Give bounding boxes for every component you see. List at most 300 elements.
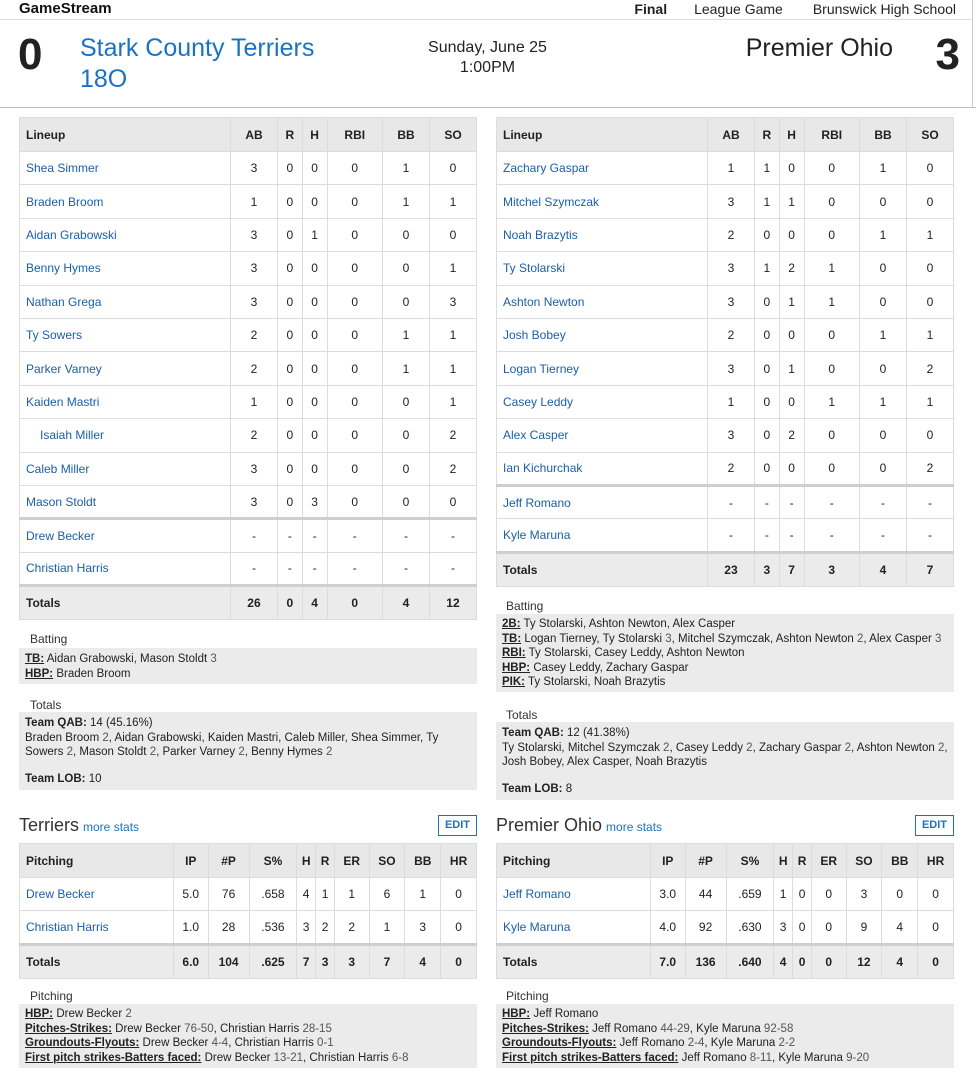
stat-cell: 3 [708,185,755,218]
stat-cell: 0 [441,878,477,911]
stat-cell: - [302,552,327,585]
column-header: H [779,118,804,152]
player-name-link[interactable]: Ty Stolarski [497,252,708,285]
stat-cell: - [277,552,302,585]
stat-cell: 3 [708,352,755,385]
total-cell: 4 [774,944,793,978]
stat-cell: 1 [860,318,907,351]
total-cell: 104 [208,944,249,978]
stat-cell: 0 [811,878,846,911]
stat-cell: 0 [277,218,302,251]
stat-cell: 1 [860,218,907,251]
stat-cell: 0 [429,152,476,185]
game-date: Sunday, June 25 [428,39,547,56]
stat-cell: - [708,485,755,518]
column-header: BB [383,118,430,152]
note-line-pik: PIK: Ty Stolarski, Noah Brazytis [502,676,666,688]
stat-cell: 0 [882,878,918,911]
stat-cell: 1 [708,152,755,185]
player-name-link[interactable]: Casey Leddy [497,385,708,418]
table-row [20,185,477,218]
stat-cell: 1 [804,252,860,285]
home-pitching-notes [496,1004,954,1068]
stat-cell: 0 [302,452,327,485]
column-header: IP [174,844,209,878]
top-bar [0,0,972,20]
stat-cell: 1 [754,185,779,218]
stat-cell: 0 [441,911,477,944]
stat-cell: 1 [779,185,804,218]
stat-cell: 0 [906,419,953,452]
totals-row [497,944,954,978]
stat-cell: .630 [726,911,774,944]
table-row [497,252,954,285]
away-score: 0 [18,30,43,79]
stat-cell: 1 [334,878,369,911]
stat-cell: 1 [860,152,907,185]
table-row [497,385,954,418]
stat-cell: 0 [302,185,327,218]
stat-cell: 0 [383,285,430,318]
note-line-rbi: RBI: Ty Stolarski, Casey Leddy, Ashton Newton [502,647,745,659]
table-row [20,485,477,518]
stat-cell: 0 [860,285,907,318]
stat-cell: 2 [906,352,953,385]
column-header: #P [685,844,726,878]
away-pitching-header [19,815,139,836]
note-line-qab-players-1: Braden Broom 2, Aidan Grabowski, Kaiden Mastri, Caleb Miller, Shea Simmer, Ty [25,731,439,744]
away-pitching-notes-title: Pitching [30,989,73,1003]
total-cell: 7.0 [651,944,686,978]
stat-cell: - [754,485,779,518]
stat-cell: 1 [231,185,278,218]
table-row [20,911,477,944]
stat-cell: 3 [231,152,278,185]
total-cell: 4 [383,586,430,620]
stat-cell: 3 [231,285,278,318]
player-name-link[interactable]: Jeff Romano [497,485,708,518]
stat-cell: 0 [804,452,860,485]
player-name-link[interactable]: Drew Becker [20,519,231,552]
column-header: IP [651,844,686,878]
game-time: 1:00PM [459,59,516,76]
note-line-groundouts-flyouts: Groundouts-Flyouts: Jeff Romano 2-4, Kyle Maruna 2-2 [502,1037,796,1049]
stat-cell: 1 [906,318,953,351]
column-header: RBI [804,118,860,152]
stat-cell: 0 [779,152,804,185]
home-pitching-header [496,815,662,836]
note-line-pitches-strikes: Pitches-Strikes: Drew Becker 76-50, Christian Harris 28-15 [25,1022,332,1035]
stat-cell: 3 [708,285,755,318]
away-totals-notes-title: Totals [30,698,62,712]
table-row [497,285,954,318]
away-pitching-table [19,843,477,979]
stat-cell: 0 [277,318,302,351]
stat-cell: 0 [754,385,779,418]
stat-cell: 0 [804,185,860,218]
stat-cell: 3 [297,911,316,944]
player-name-link[interactable]: Ty Sowers [20,318,231,351]
note-line-hbp: HBP: Jeff Romano [502,1008,599,1020]
player-name-link[interactable]: Caleb Miller [20,452,231,485]
column-header: Lineup [20,118,231,152]
away-more-stats-link[interactable]: more stats [83,820,140,834]
player-name-link[interactable]: Zachary Gaspar [497,152,708,185]
stat-cell: 0 [302,252,327,285]
table-row [20,218,477,251]
totals-row [20,586,477,620]
stat-cell: 6 [369,878,405,911]
note-line-first-pitch-strikes: First pitch strikes-Batters faced: Jeff Romano 8-11, Kyle Maruna 9-20 [502,1051,870,1064]
stat-cell: - [906,519,953,552]
note-line-qab-players-1: Ty Stolarski, Mitchel Szymczak 2, Casey Leddy 2, Zachary Gaspar 2, Ashton Newton 2, [502,741,948,754]
note-line-qab-players-2: Josh Bobey, Alex Casper, Noah Brazytis [502,756,707,768]
player-name-link[interactable]: Benny Hymes [20,252,231,285]
stat-cell: 4 [882,911,918,944]
total-cell: 0 [793,944,812,978]
player-name-link[interactable]: Jeff Romano [497,878,651,911]
stat-cell: - [327,552,383,585]
away-batting-notes-title: Batting [30,632,68,646]
column-header: S% [249,844,297,878]
away-batting-table [19,117,477,620]
note-line-hbp: HBP: Braden Broom [25,667,131,680]
column-header: #P [208,844,249,878]
stat-cell: 0 [302,385,327,418]
away-edit-button[interactable]: EDIT [438,815,477,836]
column-header: BB [405,844,441,878]
stat-cell: 1 [429,318,476,351]
table-row [20,152,477,185]
away-batting-notes [19,648,477,684]
column-header: Lineup [497,118,708,152]
player-name-link[interactable]: Alex Casper [497,419,708,452]
batting-header-row [497,118,954,152]
stat-cell: 1 [231,385,278,418]
note-line-qab-players-2: Sowers 2, Mason Stoldt 2, Parker Varney 2, Benny Hymes 2 [25,746,333,758]
stat-cell: 0 [860,419,907,452]
stat-cell: 0 [906,152,953,185]
stat-cell: 1 [429,385,476,418]
stat-cell: 0 [779,218,804,251]
column-header: H [302,118,327,152]
totals-label: Totals [20,944,174,978]
game-status: Final [634,1,668,17]
note-line-lob: Team LOB: 10 [25,772,102,785]
table-row [20,519,477,552]
stat-cell: 0 [302,152,327,185]
game-location: Brunswick High School [812,1,956,17]
stat-cell: 1 [383,152,430,185]
total-cell: 3 [316,944,335,978]
total-cell: 3 [754,552,779,586]
stat-cell: 2 [708,452,755,485]
stat-cell: 0 [906,185,953,218]
stat-cell: 0 [779,452,804,485]
total-cell: 7 [369,944,405,978]
stat-cell: 0 [793,911,812,944]
table-row [497,911,954,944]
table-row [497,352,954,385]
stat-cell: 1 [774,878,793,911]
stat-cell: 1 [804,385,860,418]
total-cell: 4 [405,944,441,978]
table-row [20,878,477,911]
stat-cell: - [906,485,953,518]
stat-cell: 0 [383,419,430,452]
away-team-link[interactable]: Stark County Terriers 18O [80,34,315,93]
table-row [497,152,954,185]
stat-cell: 1 [383,352,430,385]
total-cell: 0 [918,944,954,978]
stat-cell: .659 [726,878,774,911]
table-row [20,419,477,452]
column-header: S% [726,844,774,878]
total-cell: 4 [860,552,907,586]
stat-cell: 0 [429,485,476,518]
stat-cell: 1 [804,285,860,318]
stat-cell: 1 [779,352,804,385]
table-row [497,878,954,911]
stat-cell: 3.0 [651,878,686,911]
totals-label: Totals [20,586,231,620]
stat-cell: - [804,519,860,552]
table-row [20,552,477,585]
home-pitching-team: Premier Ohio [496,815,603,835]
stat-cell: 0 [383,452,430,485]
stat-cell: 3 [231,218,278,251]
stat-cell: 0 [804,419,860,452]
stat-cell: 28 [208,911,249,944]
column-header: Pitching [20,844,174,878]
game-datetime [390,38,585,78]
total-cell: 26 [231,586,278,620]
total-cell: 6.0 [174,944,209,978]
stat-cell: 0 [860,352,907,385]
stat-cell: 0 [860,452,907,485]
stat-cell: 0 [277,452,302,485]
column-header: SO [906,118,953,152]
player-name-link[interactable]: Logan Tierney [497,352,708,385]
table-row [20,385,477,418]
total-cell: 136 [685,944,726,978]
column-header: AB [231,118,278,152]
player-name-link[interactable]: Parker Varney [20,352,231,385]
stat-cell: - [779,519,804,552]
table-row [497,419,954,452]
stat-cell: 2 [334,911,369,944]
table-row [20,318,477,351]
player-name-link[interactable]: Braden Broom [20,185,231,218]
stat-cell: 0 [277,285,302,318]
table-row [497,485,954,518]
totals-row [497,552,954,586]
stat-cell: - [231,552,278,585]
stat-cell: 0 [327,152,383,185]
stat-cell: 0 [277,485,302,518]
stat-cell: 3 [846,878,882,911]
stat-cell: 2 [779,419,804,452]
total-cell: 7 [906,552,953,586]
stat-cell: 1 [754,152,779,185]
stat-cell: 2 [231,419,278,452]
note-line-qab: Team QAB: 12 (41.38%) [502,727,630,739]
column-header: R [316,844,335,878]
note-line-2b: 2B: Ty Stolarski, Ashton Newton, Alex Casper [502,618,736,630]
stat-cell: 0 [302,285,327,318]
stat-cell: 1 [383,318,430,351]
stat-cell: 0 [277,419,302,452]
note-line-lob: Team LOB: 8 [502,782,573,795]
player-name-link[interactable]: Ashton Newton [497,285,708,318]
player-name-link[interactable]: Josh Bobey [497,318,708,351]
stat-cell: 0 [860,185,907,218]
stat-cell: 0 [754,419,779,452]
table-row [497,452,954,485]
total-cell: 0 [327,586,383,620]
stat-cell: 1 [369,911,405,944]
player-name-link[interactable]: Mitchel Szymczak [497,185,708,218]
stat-cell: 2 [708,318,755,351]
stat-cell: 44 [685,878,726,911]
stat-cell: 1 [429,352,476,385]
stat-cell: 1 [779,285,804,318]
away-pitching-team: Terriers [19,815,80,835]
column-header: SO [369,844,405,878]
total-cell: .625 [249,944,297,978]
away-totals-notes [19,712,477,790]
player-name-link[interactable]: Kyle Maruna [497,911,651,944]
pitching-header-row [20,844,477,878]
table-row [497,185,954,218]
stat-cell: 0 [277,152,302,185]
player-name-link[interactable]: Nathan Grega [20,285,231,318]
column-header: HR [918,844,954,878]
stat-cell: 76 [208,878,249,911]
stat-cell: 2 [906,452,953,485]
stat-cell: 0 [327,385,383,418]
stat-cell: 0 [804,152,860,185]
player-name-link[interactable]: Kyle Maruna [497,519,708,552]
stat-cell: 0 [383,252,430,285]
stat-cell: 0 [754,318,779,351]
stat-cell: 0 [793,878,812,911]
table-row [20,452,477,485]
total-cell: 12 [846,944,882,978]
totals-row [20,944,477,978]
player-name-link[interactable]: Christian Harris [20,552,231,585]
stat-cell: 4.0 [651,911,686,944]
stat-cell: 2 [429,419,476,452]
column-header: HR [441,844,477,878]
game-type: League Game [694,1,783,17]
stat-cell: 0 [918,911,954,944]
stat-cell: 0 [754,285,779,318]
stat-cell: - [429,519,476,552]
note-line-tb: TB: Aidan Grabowski, Mason Stoldt 3 [25,653,217,665]
column-header: R [793,844,812,878]
player-name-link[interactable]: Christian Harris [20,911,174,944]
player-name-link[interactable]: Mason Stoldt [20,485,231,518]
note-line-hbp: HBP: Drew Becker 2 [25,1008,132,1020]
player-name-link[interactable]: Shea Simmer [20,152,231,185]
stat-cell: 0 [302,352,327,385]
stat-cell: 3 [708,419,755,452]
stat-cell: - [860,485,907,518]
player-name-link[interactable]: Kaiden Mastri [20,385,231,418]
stat-cell: 0 [383,385,430,418]
stat-cell: 3 [231,252,278,285]
stat-cell: 0 [754,218,779,251]
stat-cell: 3 [231,452,278,485]
totals-label: Totals [497,552,708,586]
header-divider [972,0,973,108]
column-header: SO [429,118,476,152]
player-name-link[interactable]: Isaiah Miller [20,419,231,452]
column-header: RBI [327,118,383,152]
stat-cell: 3 [302,485,327,518]
total-cell: 0 [811,944,846,978]
pitching-header-row [497,844,954,878]
stat-cell: .536 [249,911,297,944]
table-row [20,352,477,385]
home-totals-notes-title: Totals [506,708,538,722]
stat-cell: 2 [779,252,804,285]
home-more-stats-link[interactable]: more stats [606,820,663,834]
note-line-tb: TB: Logan Tierney, Ty Stolarski 3, Mitchel Szymczak, Ashton Newton 2, Alex Casper 3 [502,632,942,645]
brand-title: GameStream [19,0,112,17]
stat-cell: 0 [327,185,383,218]
table-row [497,318,954,351]
home-score: 3 [935,30,960,79]
stat-cell: 0 [277,252,302,285]
player-name-link[interactable]: Aidan Grabowski [20,218,231,251]
stat-cell: 3 [774,911,793,944]
total-cell: .640 [726,944,774,978]
scoreboard-divider [0,107,976,108]
column-header: ER [334,844,369,878]
stat-cell: 0 [277,385,302,418]
column-header: ER [811,844,846,878]
stat-cell: 1 [383,185,430,218]
stat-cell: 0 [327,218,383,251]
stat-cell: 0 [383,218,430,251]
stat-cell: - [779,485,804,518]
player-name-link[interactable]: Drew Becker [20,878,174,911]
stat-cell: 0 [327,352,383,385]
stat-cell: 2 [708,218,755,251]
home-edit-button[interactable]: EDIT [915,815,954,836]
stat-cell: 0 [327,318,383,351]
stat-cell: - [383,519,430,552]
player-name-link[interactable]: Noah Brazytis [497,218,708,251]
total-cell: 12 [429,586,476,620]
stat-cell: 3 [405,911,441,944]
stat-cell: - [383,552,430,585]
stat-cell: 0 [327,419,383,452]
table-row [497,218,954,251]
stat-cell: 0 [327,252,383,285]
stat-cell: 1 [860,385,907,418]
home-batting-notes-title: Batting [506,599,544,613]
total-cell: 0 [441,944,477,978]
column-header: H [774,844,793,878]
player-name-link[interactable]: Ian Kichurchak [497,452,708,485]
stat-cell: 9 [846,911,882,944]
total-cell: 0 [277,586,302,620]
column-header: R [754,118,779,152]
note-line-hbp: HBP: Casey Leddy, Zachary Gaspar [502,661,689,674]
